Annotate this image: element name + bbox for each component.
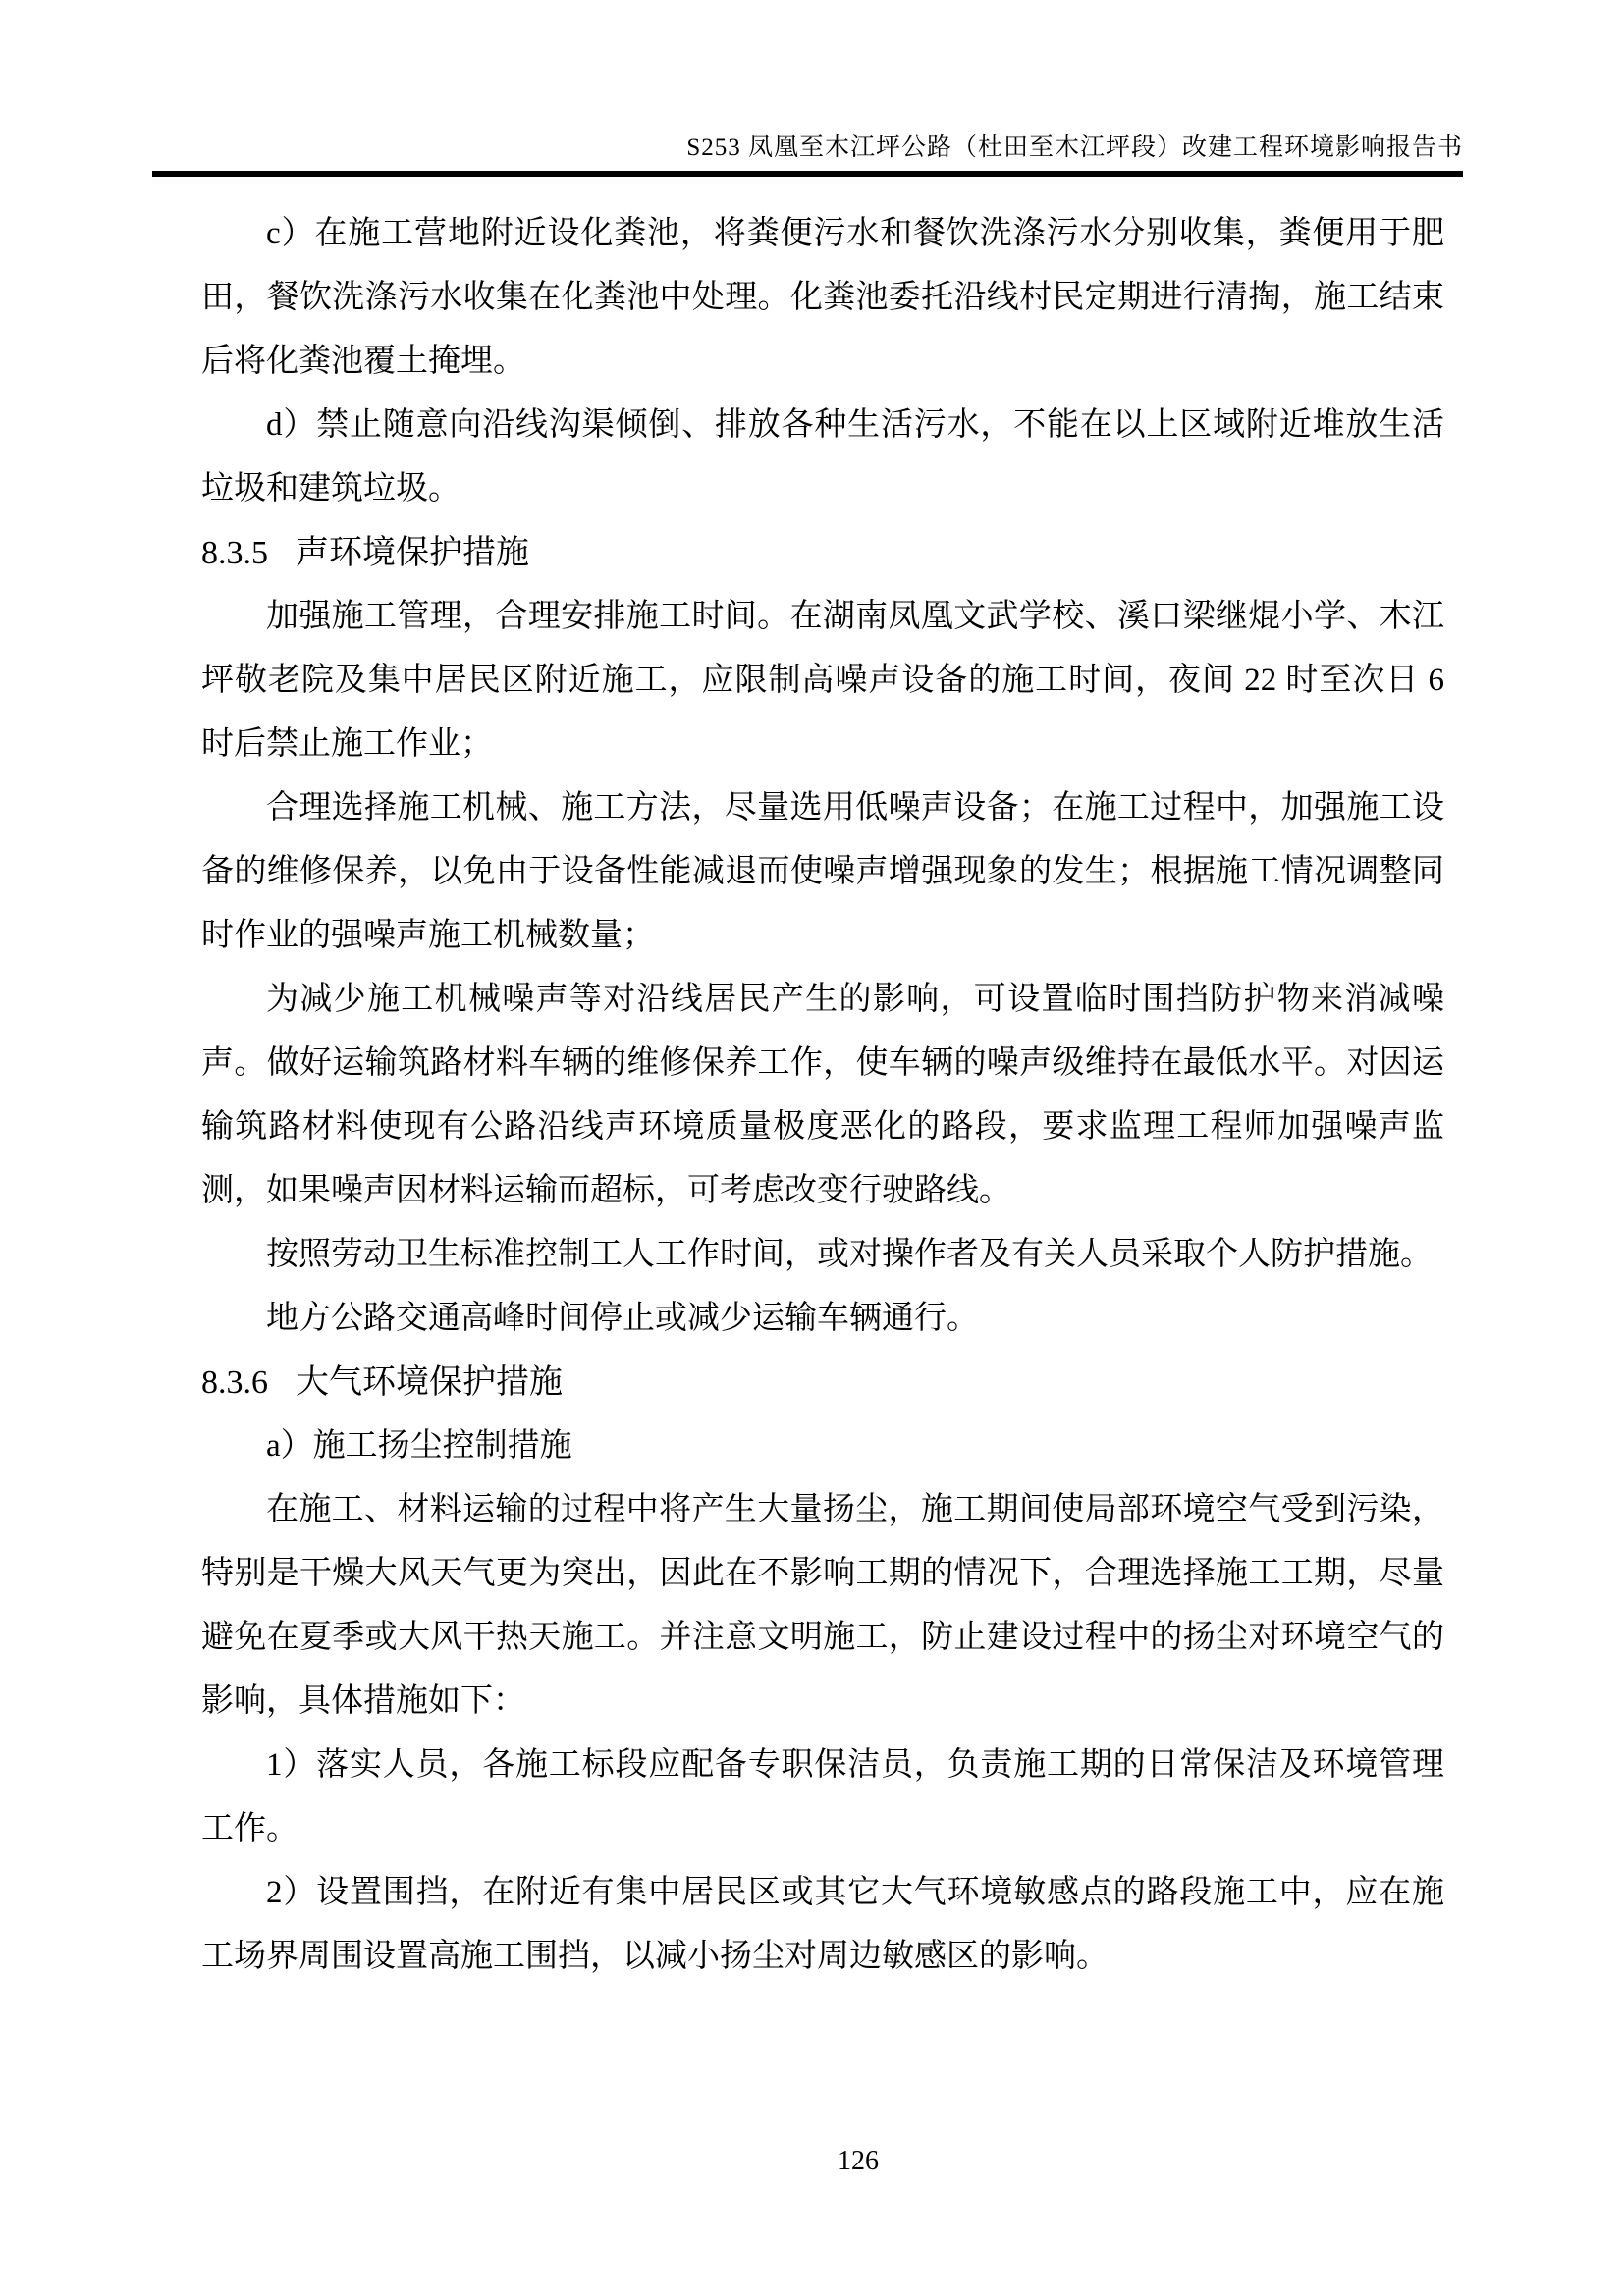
paragraph-noise-barrier: 为减少施工机械噪声等对沿线居民产生的影响，可设置临时围挡防护物来消减噪声。做好运输筑路材料车辆的维修保养工作，使车辆的噪声级维持在最低水平。对因运输筑路材料使现有公路沿线声环境质量极度恶化的路段，要求监理工程师加强噪声监测，如果噪声因材料运输而超标，可考虑改变行驶路线。 <box>201 982 1444 1208</box>
paragraph-dust-control-subtitle: a）施工扬尘控制措施 <box>266 1428 572 1464</box>
paragraph-sewage-dumping-ban: d）禁止随意向沿线沟渠倾倒、排放各种生活污水，不能在以上区域附近堆放生活垃圾和建筑垃圾。 <box>201 407 1444 507</box>
page-header <box>152 132 1463 177</box>
paragraph-traffic-peak: 地方公路交通高峰时间停止或减少运输车辆通行。 <box>266 1301 979 1336</box>
section-title: 大气环境保护措施 <box>296 1364 563 1401</box>
section-heading-8-3-6 <box>201 1351 1444 1415</box>
page-number: 126 <box>838 2146 879 2176</box>
paragraph-dust-overview: 在施工、材料运输的过程中将产生大量扬尘，施工期间使局部环境空气受到污染，特别是干燥大风天气更为突出，因此在不影响工期的情况下，合理选择施工工期，尽量避免在夏季或大风干热天施工。并注意文明施工，防止建设过程中的扬尘对环境空气的影响，具体措施如下： <box>201 1492 1444 1719</box>
section-heading-8-3-5 <box>201 521 1444 585</box>
paragraph-low-noise-equipment: 合理选择施工机械、施工方法，尽量选用低噪声设备；在施工过程中，加强施工设备的维修保养，以免由于设备性能减退而使噪声增强现象的发生；根据施工情况调整同时作业的强噪声施工机械数量； <box>201 790 1444 953</box>
paragraph-septic-tank: c）在施工营地附近设化粪池，将粪便污水和餐饮洗涤污水分别收集，粪便用于肥田，餐饮洗涤污水收集在化粪池中处理。化粪池委托沿线村民定期进行清掏，施工结束后将化粪池覆土掩埋。 <box>201 216 1444 379</box>
paragraph-construction-time-management: 加强施工管理，合理安排施工时间。在湖南凤凰文武学校、溪口梁继焜小学、木江坪敬老院及集中居民区附近施工，应限制高噪声设备的施工时间，夜间 22 时至次日 6 时后禁止施工作业； <box>201 599 1444 762</box>
section-number: 8.3.6 <box>201 1364 268 1401</box>
paragraph-measure-2-fencing: 2）设置围挡，在附近有集中居民区或其它大气环境敏感点的路段施工中，应在施工场界周围设置高施工围挡，以减小扬尘对周边敏感区的影响。 <box>201 1875 1444 1974</box>
paragraph-worker-protection: 按照劳动卫生标准控制工人工作时间，或对操作者及有关人员采取个人防护措施。 <box>266 1237 1433 1272</box>
paragraph-measure-1-cleaners: 1）落实人员，各施工标段应配备专职保洁员，负责施工期的日常保洁及环境管理工作。 <box>201 1747 1444 1846</box>
section-title: 声环境保护措施 <box>296 535 529 571</box>
page-footer <box>92 2142 1624 2181</box>
section-number: 8.3.5 <box>201 535 268 571</box>
document-body <box>201 202 1444 1989</box>
report-header-title: S253 凤凰至木江坪公路（杜田至木江坪段）改建工程环境影响报告书 <box>686 134 1463 161</box>
